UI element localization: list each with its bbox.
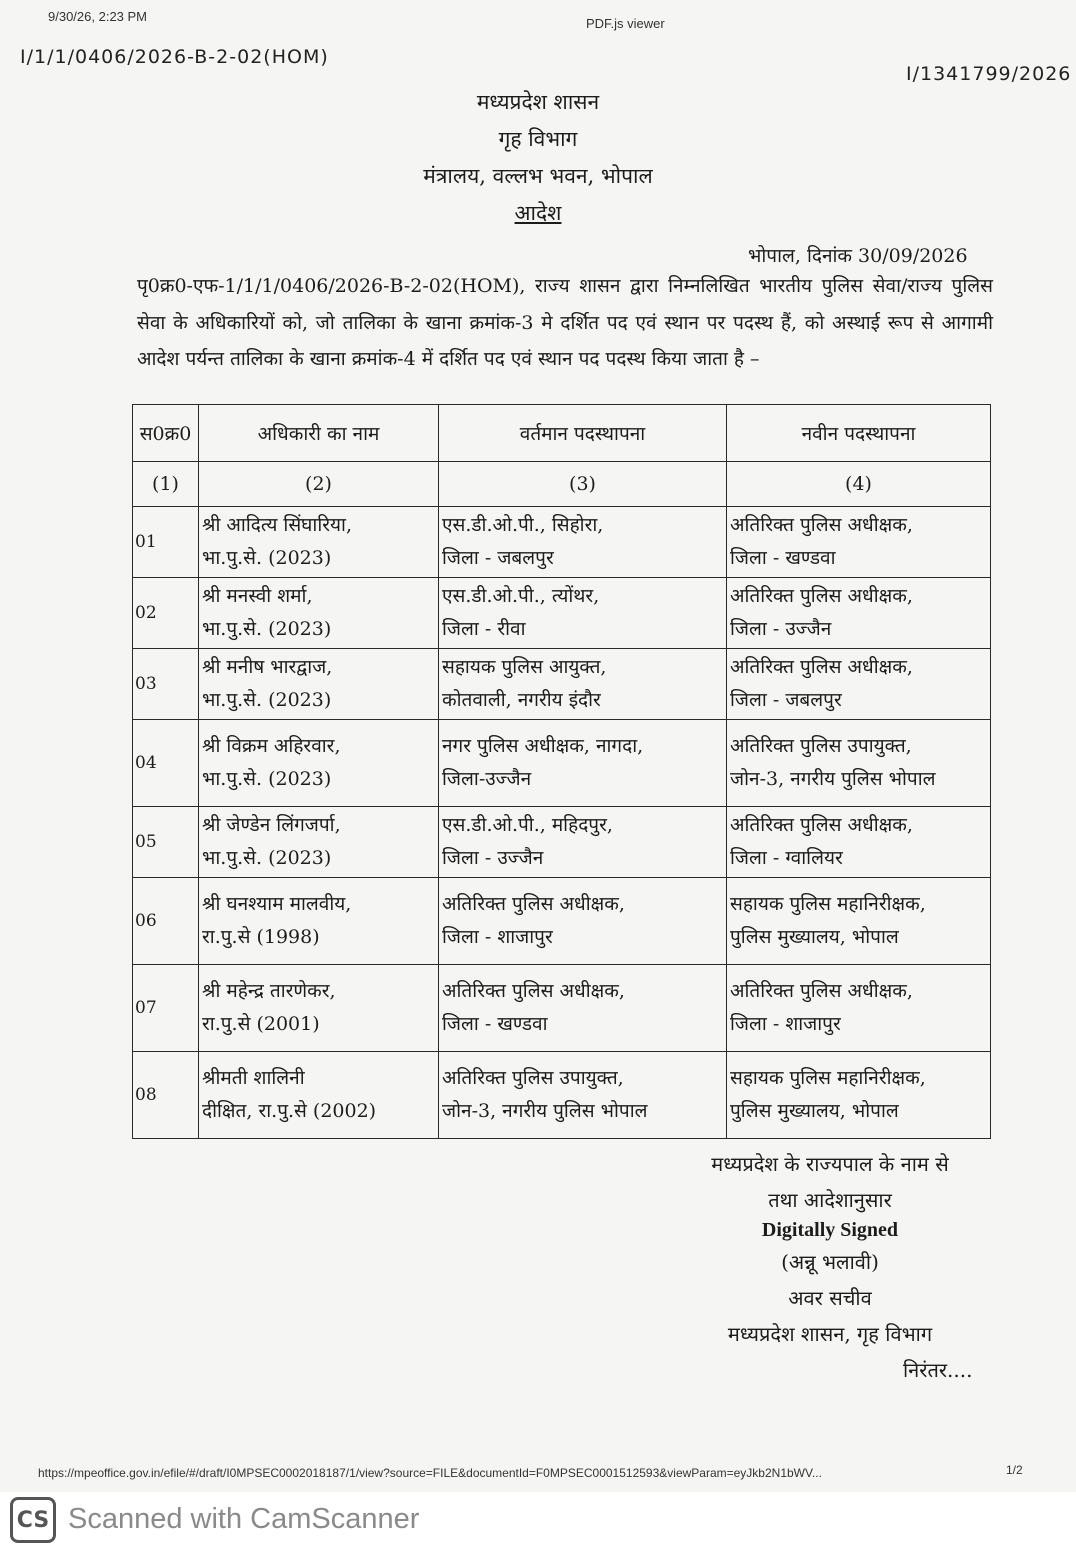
- current-posting-line: जिला - शाजापुर: [442, 926, 553, 948]
- signatory-office: मध्यप्रदेश शासन, गृह विभाग: [727, 1322, 933, 1346]
- new-posting-line: अतिरिक्त पुलिस उपायुक्त,: [730, 735, 912, 757]
- officer-name-line: भा.पु.से. (2023): [202, 547, 332, 569]
- new-posting-cell: [727, 649, 991, 720]
- officer-name-line: दीक्षित, रा.पु.से (2002): [202, 1100, 377, 1122]
- current-posting-cell: [439, 720, 727, 807]
- current-posting-line: जिला-उज्जैन: [442, 768, 532, 790]
- new-posting-cell: [727, 807, 991, 878]
- new-posting-cell: [727, 878, 991, 965]
- officer-name-line: श्री महेन्द्र तारणेकर,: [202, 980, 336, 1002]
- officer-name-cell: [199, 720, 439, 807]
- table-row: [133, 649, 991, 720]
- new-posting-line: अतिरिक्त पुलिस अधीक्षक,: [730, 514, 913, 536]
- page-url: https://mpeoffice.gov.in/efile/#/draft/I0MPSEC0002018187/1/view?source=FILE&documentId=F0MPSEC0001512593&viewParam=eyJkb2N1bWV...: [38, 1466, 822, 1480]
- signature-authority: मध्यप्रदेश के राज्यपाल के नाम से: [711, 1152, 949, 1176]
- officer-name-cell: [199, 807, 439, 878]
- current-posting-line: सहायक पुलिस आयुक्त,: [442, 656, 607, 678]
- header-new-posting: नवीन पदस्थापना: [727, 405, 991, 462]
- file-reference-right: I/1341799/2026: [906, 63, 1072, 85]
- current-posting-line: जोन-3, नगरीय पुलिस भोपाल: [442, 1100, 648, 1122]
- new-posting-line: अतिरिक्त पुलिस अधीक्षक,: [730, 585, 913, 607]
- place-date: भोपाल, दिनांक 30/09/2026: [748, 245, 968, 267]
- header-government: मध्यप्रदेश शासन: [476, 90, 600, 114]
- print-timestamp: 9/30/26, 2:23 PM: [48, 9, 148, 24]
- current-posting-cell: [439, 965, 727, 1052]
- new-posting-line: सहायक पुलिस महानिरीक्षक,: [730, 893, 926, 915]
- current-posting-line: जिला - रीवा: [442, 618, 526, 640]
- table-row: [133, 807, 991, 878]
- serial-number: 06: [133, 878, 199, 965]
- new-posting-line: पुलिस मुख्यालय, भोपाल: [730, 1100, 899, 1122]
- serial-number: 07: [133, 965, 199, 1052]
- new-posting-cell: [727, 965, 991, 1052]
- current-posting-cell: [439, 1052, 727, 1139]
- officer-name-line: श्रीमती शालिनी: [202, 1067, 305, 1089]
- column-number: (3): [439, 462, 727, 507]
- digital-signature: Digitally Signed: [761, 1219, 899, 1241]
- current-posting-line: एस.डी.ओ.पी., महिदपुर,: [442, 814, 613, 836]
- camscanner-logo-icon: CS: [10, 1497, 56, 1543]
- current-posting-cell: [439, 649, 727, 720]
- table-row: [133, 1052, 991, 1139]
- serial-number: 05: [133, 807, 199, 878]
- current-posting-line: अतिरिक्त पुलिस अधीक्षक,: [442, 980, 625, 1002]
- new-posting-line: जोन-3, नगरीय पुलिस भोपाल: [730, 768, 936, 790]
- new-posting-line: जिला - खण्डवा: [730, 547, 836, 569]
- officer-name-cell: [199, 965, 439, 1052]
- serial-number: 03: [133, 649, 199, 720]
- header-serial: स0क्र0: [133, 405, 199, 462]
- header-officer-name: अधिकारी का नाम: [199, 405, 439, 462]
- column-number-row: [133, 462, 991, 507]
- officer-name-line: भा.पु.से. (2023): [202, 768, 332, 790]
- posting-table: [132, 404, 991, 1139]
- header-address: मंत्रालय, वल्लभ भवन, भोपाल: [423, 164, 653, 188]
- table-row: [133, 878, 991, 965]
- table-header-row: [133, 405, 991, 462]
- officer-name-line: रा.पु.से (2001): [202, 1013, 320, 1035]
- current-posting-line: जिला - उज्जैन: [442, 847, 544, 869]
- officer-name-line: श्री मनस्वी शर्मा,: [202, 585, 313, 607]
- officer-name-line: श्री विक्रम अहिरवार,: [202, 735, 341, 757]
- order-body: पृ0क्र0-एफ-1/1/1/0406/2026-B-2-02(HOM), राज्य शासन द्वारा निम्नलिखित भारतीय पुलिस सेवा/राज्य पुलिस सेवा के अधिकारियों को, जो तालिका के खाना क्रमांक-3 मे दर्शित पद एवं स्थान पर पदस्थ हैं, को अस्थाई रूप से आगामी आदेश पर्यन्त तालिका के खाना क्रमांक-4 में दर्शित पद एवं स्थान पद पदस्थ किया जाता है –: [137, 275, 993, 370]
- current-posting-line: एस.डी.ओ.पी., त्योंथर,: [442, 585, 600, 607]
- column-number: (1): [133, 462, 199, 507]
- current-posting-line: एस.डी.ओ.पी., सिहोरा,: [442, 514, 604, 536]
- current-posting-line: जिला - जबलपुर: [442, 547, 554, 569]
- officer-name-line: श्री घनश्याम मालवीय,: [202, 893, 352, 915]
- order-title-text: आदेश: [514, 201, 562, 225]
- officer-name-cell: [199, 878, 439, 965]
- column-number: (4): [727, 462, 991, 507]
- current-posting-cell: [439, 878, 727, 965]
- serial-number: 04: [133, 720, 199, 807]
- new-posting-cell: [727, 1052, 991, 1139]
- new-posting-line: अतिरिक्त पुलिस अधीक्षक,: [730, 814, 913, 836]
- officer-name-cell: [199, 578, 439, 649]
- order-title: [0, 199, 1076, 227]
- current-posting-line: अतिरिक्त पुलिस उपायुक्त,: [442, 1067, 624, 1089]
- viewer-title: PDF.js viewer: [586, 16, 665, 31]
- table-row: [133, 720, 991, 807]
- signature-by-order: तथा आदेशानुसार: [768, 1188, 892, 1212]
- new-posting-line: जिला - शाजापुर: [730, 1013, 841, 1035]
- new-posting-cell: [727, 578, 991, 649]
- officer-name-cell: [199, 1052, 439, 1139]
- header-department: गृह विभाग: [498, 127, 578, 151]
- current-posting-cell: [439, 578, 727, 649]
- signatory-name: (अन्नू भलावी): [781, 1250, 879, 1274]
- page-indicator: 1/2: [1006, 1463, 1023, 1477]
- new-posting-cell: [727, 720, 991, 807]
- continued-marker: निरंतर....: [903, 1358, 973, 1382]
- officer-name-line: भा.पु.से. (2023): [202, 847, 332, 869]
- new-posting-line: पुलिस मुख्यालय, भोपाल: [730, 926, 899, 948]
- table-row: [133, 578, 991, 649]
- file-reference-left: I/1/1/0406/2026-B-2-02(HOM): [20, 46, 329, 68]
- current-posting-line: कोतवाली, नगरीय इंदौर: [442, 689, 601, 711]
- current-posting-line: नगर पुलिस अधीक्षक, नागदा,: [442, 735, 644, 757]
- new-posting-line: अतिरिक्त पुलिस अधीक्षक,: [730, 656, 913, 678]
- current-posting-cell: [439, 807, 727, 878]
- table-row: [133, 965, 991, 1052]
- current-posting-line: जिला - खण्डवा: [442, 1013, 548, 1035]
- new-posting-line: जिला - जबलपुर: [730, 689, 842, 711]
- serial-number: 02: [133, 578, 199, 649]
- officer-name-line: रा.पु.से (1998): [202, 926, 320, 948]
- signatory-designation: अवर सचीव: [788, 1286, 872, 1310]
- officer-name-line: भा.पु.से. (2023): [202, 618, 332, 640]
- officer-name-cell: [199, 507, 439, 578]
- table-row: [133, 507, 991, 578]
- column-number: (2): [199, 462, 439, 507]
- new-posting-line: जिला - उज्जैन: [730, 618, 832, 640]
- officer-name-line: श्री मनीष भारद्वाज,: [202, 656, 333, 678]
- officer-name-line: श्री आदित्य सिंघारिया,: [202, 514, 352, 536]
- current-posting-cell: [439, 507, 727, 578]
- camscanner-watermark: Scanned with CamScanner: [68, 1503, 420, 1535]
- new-posting-line: अतिरिक्त पुलिस अधीक्षक,: [730, 980, 913, 1002]
- serial-number: 01: [133, 507, 199, 578]
- current-posting-line: अतिरिक्त पुलिस अधीक्षक,: [442, 893, 625, 915]
- officer-name-line: भा.पु.से. (2023): [202, 689, 332, 711]
- header-current-posting: वर्तमान पदस्थापना: [439, 405, 727, 462]
- new-posting-line: जिला - ग्वालियर: [730, 847, 843, 869]
- serial-number: 08: [133, 1052, 199, 1139]
- officer-name-line: श्री जेण्डेन लिंगजर्पा,: [202, 814, 341, 836]
- new-posting-line: सहायक पुलिस महानिरीक्षक,: [730, 1067, 926, 1089]
- new-posting-cell: [727, 507, 991, 578]
- officer-name-cell: [199, 649, 439, 720]
